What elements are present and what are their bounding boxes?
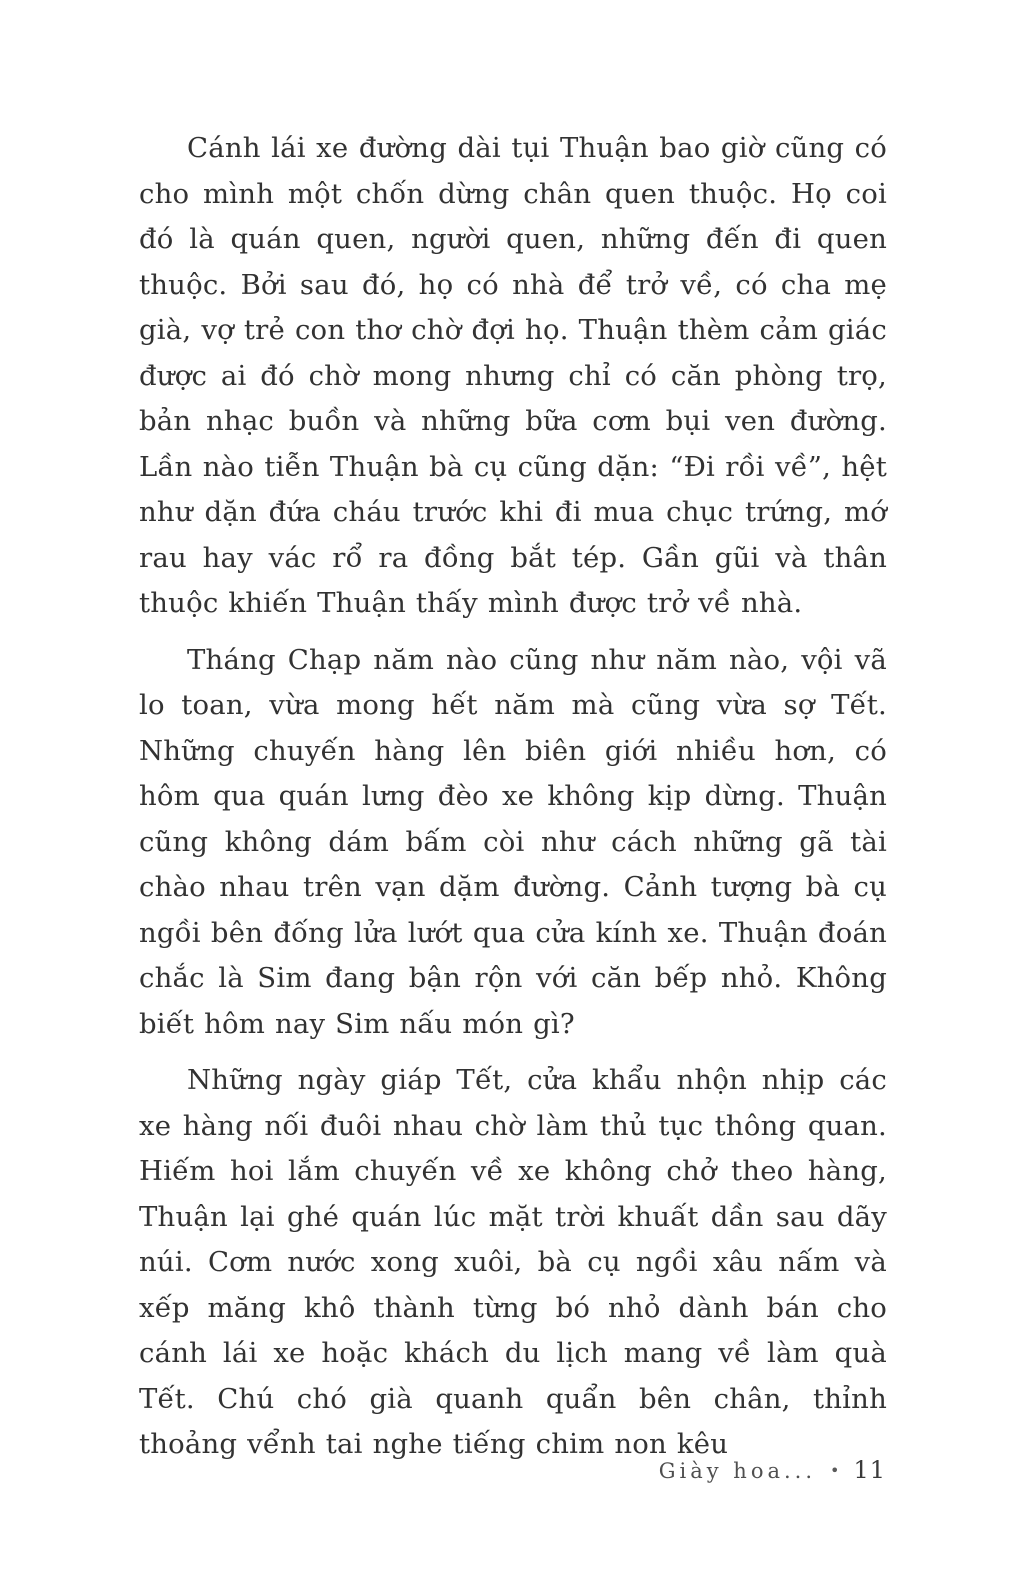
body-text [139, 126, 887, 1468]
paragraph: Tháng Chạp năm nào cũng như năm nào, vội vã lo toan, vừa mong hết năm mà cũng vừa sợ Tết. Những chuyến hàng lên biên giới nhiều hơn, có hôm qua quán lưng đèo xe không kịp dừng. Thuận cũng không dám bấm còi như cách những gã tài chào nhau trên vạn dặm đường. Cảnh tượng bà cụ ngồi bên đống lửa lướt qua cửa kính xe. Thuận đoán chắc là Sim đang bận rộn với căn bếp nhỏ. Không biết hôm nay Sim nấu món gì? [139, 643, 887, 1040]
running-title: Giày hoa... [658, 1459, 817, 1483]
paragraph: Cánh lái xe đường dài tụi Thuận bao giờ cũng có cho mình một chốn dừng chân quen thuộc. Họ coi đó là quán quen, người quen, những đến đi quen thuộc. Bởi sau đó, họ có nhà để trở về, có cha mẹ già, vợ trẻ con thơ chờ đợi họ. Thuận thèm cảm giác được ai đó chờ mong nhưng chỉ có căn phòng trọ, bản nhạc buồn và những bữa cơm bụi ven đường. Lần nào tiễn Thuận bà cụ cũng dặn: “Đi rồi về”, hệt như dặn đứa cháu trước khi đi mua chục trứng, mớ rau hay vác rổ ra đồng bắt tép. Gần gũi và thân thuộc khiến Thuận thấy mình được trở về nhà. [139, 132, 887, 619]
footer-separator-dot: • [830, 1461, 840, 1480]
paragraph: Những ngày giáp Tết, cửa khẩu nhộn nhịp các xe hàng nối đuôi nhau chờ làm thủ tục thông quan. Hiếm hoi lắm chuyến về xe không chở theo hàng, Thuận lại ghé quán lúc mặt trời khuất dần sau dãy núi. Cơm nước xong xuôi, bà cụ ngồi xâu nấm và xếp măng khô thành từng bó nhỏ dành bán cho cánh lái xe hoặc khách du lịch mang về làm quà Tết. Chú chó già quanh quẩn bên chân, thỉnh thoảng vểnh tai nghe tiếng chim non kêu [139, 1064, 887, 1460]
page-footer [659, 1456, 886, 1484]
page-number: 11 [853, 1456, 886, 1484]
